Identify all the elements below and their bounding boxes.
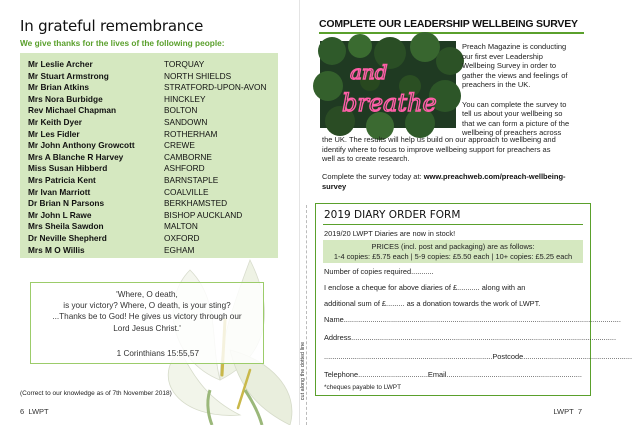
- name-field[interactable]: Name.......................................................................................................................................: [324, 315, 621, 324]
- page-number: 7: [577, 407, 582, 416]
- person-place: CAMBORNE: [164, 151, 212, 162]
- quote-reference: 1 Corinthians 15:55,57: [116, 349, 199, 358]
- survey-text-line: gather the views and feelings of: [462, 70, 568, 80]
- remembrance-row: [28, 59, 276, 70]
- survey-text-line: that we can form a picture of the: [462, 118, 570, 128]
- survey-title: COMPLETE OUR LEADERSHIP WELLBEING SURVEY: [319, 18, 578, 30]
- diary-title-rule: [323, 224, 583, 225]
- person-place: NORTH SHIELDS: [164, 70, 232, 81]
- person-place: HINCKLEY: [164, 93, 206, 104]
- quote-line: ...Thanks be to God! He gives us victory through our: [52, 312, 242, 322]
- survey-text-line: well as to create research.: [322, 154, 410, 164]
- title-rule: [319, 32, 584, 34]
- person-place: COALVILLE: [164, 186, 209, 197]
- survey-text-line: the UK. The results will help us build on our approach to wellbeing and: [322, 135, 556, 144]
- remembrance-row: [28, 163, 276, 174]
- person-name: Mrs M O Willis: [28, 244, 85, 255]
- enclose-cheque-field[interactable]: I enclose a cheque for above diaries of £........... along with an: [324, 283, 526, 292]
- survey-text-line: wellbeing of preachers across: [462, 128, 562, 138]
- remembrance-row: [28, 210, 276, 221]
- person-place: OXFORD: [164, 233, 200, 243]
- person-place: EGHAM: [164, 244, 195, 255]
- person-place: SANDOWN: [164, 117, 208, 127]
- diary-stock-note: 2019/20 LWPT Diaries are now in stock!: [324, 229, 456, 238]
- remembrance-row: [28, 82, 276, 93]
- quote-line: Lord Jesus Christ.': [113, 323, 181, 333]
- neon-text-breathe: breathe: [342, 89, 437, 117]
- survey-intro-full: [322, 135, 588, 164]
- remembrance-row: [28, 71, 276, 82]
- person-name: Dr Neville Shepherd: [28, 233, 107, 243]
- person-place: BOLTON: [164, 105, 198, 116]
- right-page: [300, 0, 632, 425]
- person-name: Mr John Anthony Growcott: [28, 140, 135, 151]
- person-place: ROTHERHAM: [164, 128, 218, 139]
- remembrance-row: [28, 129, 276, 140]
- remembrance-row: [28, 140, 276, 151]
- remembrance-row: [28, 175, 276, 186]
- left-page-footer: [20, 407, 49, 416]
- address-field[interactable]: Address.................................................................................................................................: [324, 333, 616, 342]
- person-name: Mr John L Rawe: [28, 209, 92, 220]
- footer-label: LWPT: [28, 407, 49, 416]
- person-name: Mr Stuart Armstrong: [28, 70, 109, 81]
- right-page-footer: [553, 407, 582, 416]
- person-name: Miss Susan Hibberd: [28, 163, 108, 174]
- person-place: MALTON: [164, 221, 198, 232]
- bible-quote-box: [30, 282, 264, 364]
- person-name: Mrs A Blanche R Harvey: [28, 151, 124, 162]
- remembrance-row: [28, 198, 276, 209]
- neon-text-and: and: [350, 60, 388, 84]
- person-place: BISHOP AUCKLAND: [164, 209, 243, 220]
- person-name: Mr Keith Dyer: [28, 117, 82, 127]
- left-page: [0, 0, 300, 425]
- survey-url[interactable]: www.preachweb.com/preach-wellbeing-: [423, 172, 566, 181]
- page-number: 6: [20, 407, 25, 416]
- telephone-email-field[interactable]: Telephone..................................Email..................................................................: [324, 370, 582, 379]
- remembrance-row: [28, 152, 276, 163]
- remembrance-row: [28, 105, 276, 116]
- cut-label: [300, 340, 308, 410]
- cut-label-text: cut along the dotted line: [300, 341, 307, 401]
- quote-line: 'Where, O death,: [116, 290, 178, 299]
- person-name: Mrs Patricia Kent: [28, 175, 96, 185]
- names-list: [20, 53, 278, 258]
- person-name: Mrs Sheila Sawdon: [28, 221, 104, 232]
- remembrance-row: [28, 94, 276, 105]
- survey-text-line: Wellbeing Survey in order to: [462, 61, 557, 71]
- diary-order-form: [315, 203, 632, 396]
- remembrance-row: [28, 117, 276, 128]
- prices-line: 1-4 copies: £5.75 each | 5-9 copies: £5.50 each | 10+ copies: £5.25 each: [333, 252, 573, 261]
- person-place: CREWE: [164, 140, 195, 151]
- person-name: Mrs Nora Burbidge: [28, 93, 103, 104]
- copies-required-field[interactable]: Number of copies required...........: [324, 267, 434, 276]
- neon-breathe-image: [320, 41, 456, 128]
- correction-note: (Correct to our knowledge as of 7th November 2018): [20, 390, 172, 397]
- survey-text-line: [462, 90, 588, 100]
- survey-text-line: tell us about your wellbeing so: [462, 109, 563, 119]
- donation-field[interactable]: additional sum of £......... as a donation towards the work of LWPT.: [324, 299, 541, 308]
- remembrance-row: [28, 221, 276, 232]
- diary-prices-box: [323, 240, 583, 263]
- survey-link-prefix: Complete the survey today at:: [322, 172, 424, 181]
- postcode-field[interactable]: ..................................................................................Postcode.....................................................: [324, 352, 632, 361]
- person-name: Rev Michael Chapman: [28, 105, 117, 116]
- survey-intro-side: [462, 42, 588, 138]
- survey-text-line: identify where to focus to improve wellbeing support for preachers as: [322, 144, 551, 154]
- person-place: BERKHAMSTED: [164, 198, 228, 209]
- remembrance-row: [28, 187, 276, 198]
- survey-text-line: Preach Magazine is conducting: [462, 42, 567, 51]
- survey-text-line: You can complete the survey to: [462, 99, 567, 109]
- person-place: TORQUAY: [164, 59, 205, 69]
- person-name: Mr Leslie Archer: [28, 59, 93, 69]
- person-name: Dr Brian N Parsons: [28, 198, 105, 209]
- cheques-note: *cheques payable to LWPT: [324, 384, 401, 391]
- survey-link-text: [322, 172, 584, 191]
- survey-url-continued[interactable]: survey: [322, 181, 347, 191]
- person-name: Mr Brian Atkins: [28, 82, 90, 93]
- person-name: Mr Ivan Marriott: [28, 186, 91, 197]
- prices-heading: PRICES (incl. post and packaging) are as follows:: [371, 242, 535, 251]
- diary-form-title: 2019 DIARY ORDER FORM: [324, 209, 461, 221]
- person-place: BARNSTAPLE: [164, 175, 219, 185]
- survey-text-line: preachers in the UK.: [462, 80, 531, 90]
- person-place: ASHFORD: [164, 163, 205, 174]
- person-place: STRATFORD-UPON-AVON: [164, 82, 267, 93]
- remembrance-title: In grateful remembrance: [20, 17, 204, 35]
- remembrance-subtitle: We give thanks for the lives of the following people:: [20, 38, 225, 48]
- survey-text-line: our first ever Leadership: [462, 51, 543, 61]
- person-name: Mr Les Fidler: [28, 128, 80, 139]
- quote-line: is your victory? Where, O death, is your sting?: [63, 301, 231, 311]
- footer-label: LWPT: [553, 407, 574, 416]
